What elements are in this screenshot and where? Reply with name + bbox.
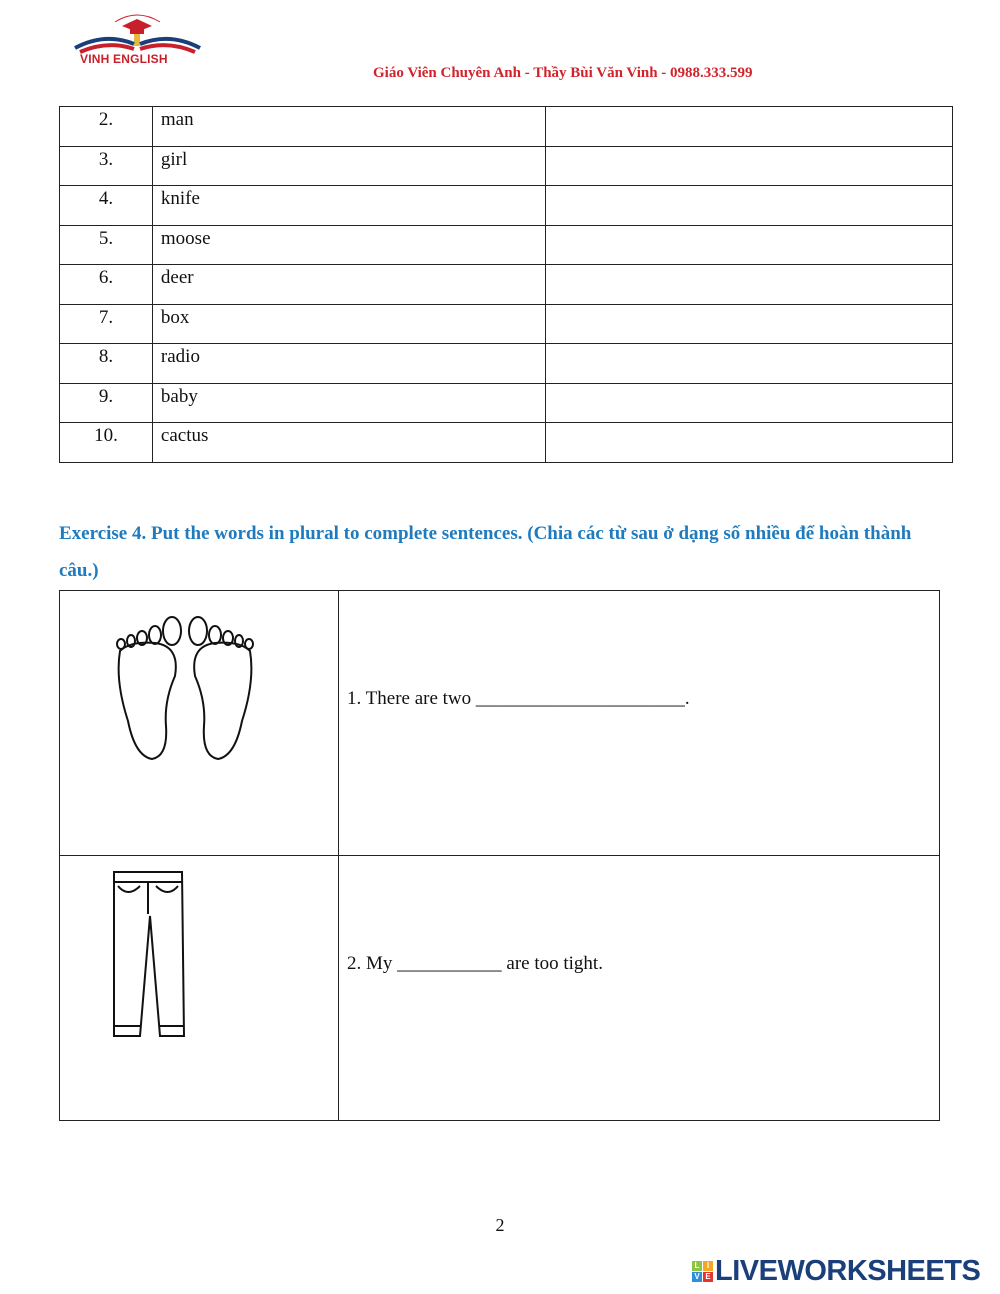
singular-word: moose xyxy=(152,225,546,265)
plural-answer-field[interactable] xyxy=(546,304,953,344)
plural-answer-field[interactable] xyxy=(546,146,953,186)
singular-word: girl xyxy=(152,146,546,186)
brand-text: LIVEWORKSHEETS xyxy=(715,1255,981,1287)
teacher-contact-line: Giáo Viên Chuyên Anh - Thầy Bùi Văn Vinh - 0988.333.599 xyxy=(373,65,753,81)
plural-answer-field[interactable] xyxy=(546,344,953,384)
row-number: 8. xyxy=(60,344,153,384)
plural-answer-field[interactable] xyxy=(546,383,953,423)
table-row xyxy=(60,225,953,265)
picture-cell xyxy=(60,591,339,856)
logo-text: VINH ENGLISH xyxy=(80,52,168,66)
row-number: 4. xyxy=(60,186,153,226)
row-number: 10. xyxy=(60,423,153,463)
row-number: 6. xyxy=(60,265,153,305)
sentence-1: 1. There are two ______________________. xyxy=(347,688,690,709)
exercise4-table xyxy=(59,590,940,1121)
row-number: 5. xyxy=(60,225,153,265)
badge-letter: E xyxy=(703,1272,713,1282)
singular-word: box xyxy=(152,304,546,344)
sentence-cell[interactable] xyxy=(339,591,940,856)
table-row xyxy=(60,146,953,186)
singular-word: knife xyxy=(152,186,546,226)
page-number: 2 xyxy=(495,1215,505,1235)
feet-icon xyxy=(60,591,338,850)
live-badge-icon xyxy=(692,1261,713,1282)
singular-word: man xyxy=(152,107,546,147)
row-number: 2. xyxy=(60,107,153,147)
exercise-item xyxy=(60,591,940,856)
exercise-item xyxy=(60,856,940,1121)
badge-letter: I xyxy=(703,1261,713,1271)
table-row xyxy=(60,383,953,423)
exercise3-table xyxy=(59,106,953,463)
row-number: 3. xyxy=(60,146,153,186)
table-row xyxy=(60,423,953,463)
jeans-icon xyxy=(60,856,338,1115)
singular-word: baby xyxy=(152,383,546,423)
sentence-2: 2. My ___________ are too tight. xyxy=(347,953,603,974)
singular-word: cactus xyxy=(152,423,546,463)
plural-answer-field[interactable] xyxy=(546,107,953,147)
sentence-cell[interactable] xyxy=(339,856,940,1121)
plural-answer-field[interactable] xyxy=(546,186,953,226)
plural-answer-field[interactable] xyxy=(546,225,953,265)
table-row xyxy=(60,107,953,147)
plural-answer-field[interactable] xyxy=(546,265,953,305)
table-row xyxy=(60,344,953,384)
table-row xyxy=(60,304,953,344)
badge-letter: V xyxy=(692,1272,702,1282)
plural-answer-field[interactable] xyxy=(546,423,953,463)
picture-cell xyxy=(60,856,339,1121)
liveworksheets-logo xyxy=(692,1255,980,1288)
exercise4-heading: Exercise 4. Put the words in plural to complete sentences. (Chia các từ sau ở dạng số nhiều để hoàn thành câu.) xyxy=(59,523,912,581)
table-row xyxy=(60,265,953,305)
badge-letter: L xyxy=(692,1261,702,1271)
table-row xyxy=(60,186,953,226)
singular-word: radio xyxy=(152,344,546,384)
row-number: 7. xyxy=(60,304,153,344)
singular-word: deer xyxy=(152,265,546,305)
row-number: 9. xyxy=(60,383,153,423)
